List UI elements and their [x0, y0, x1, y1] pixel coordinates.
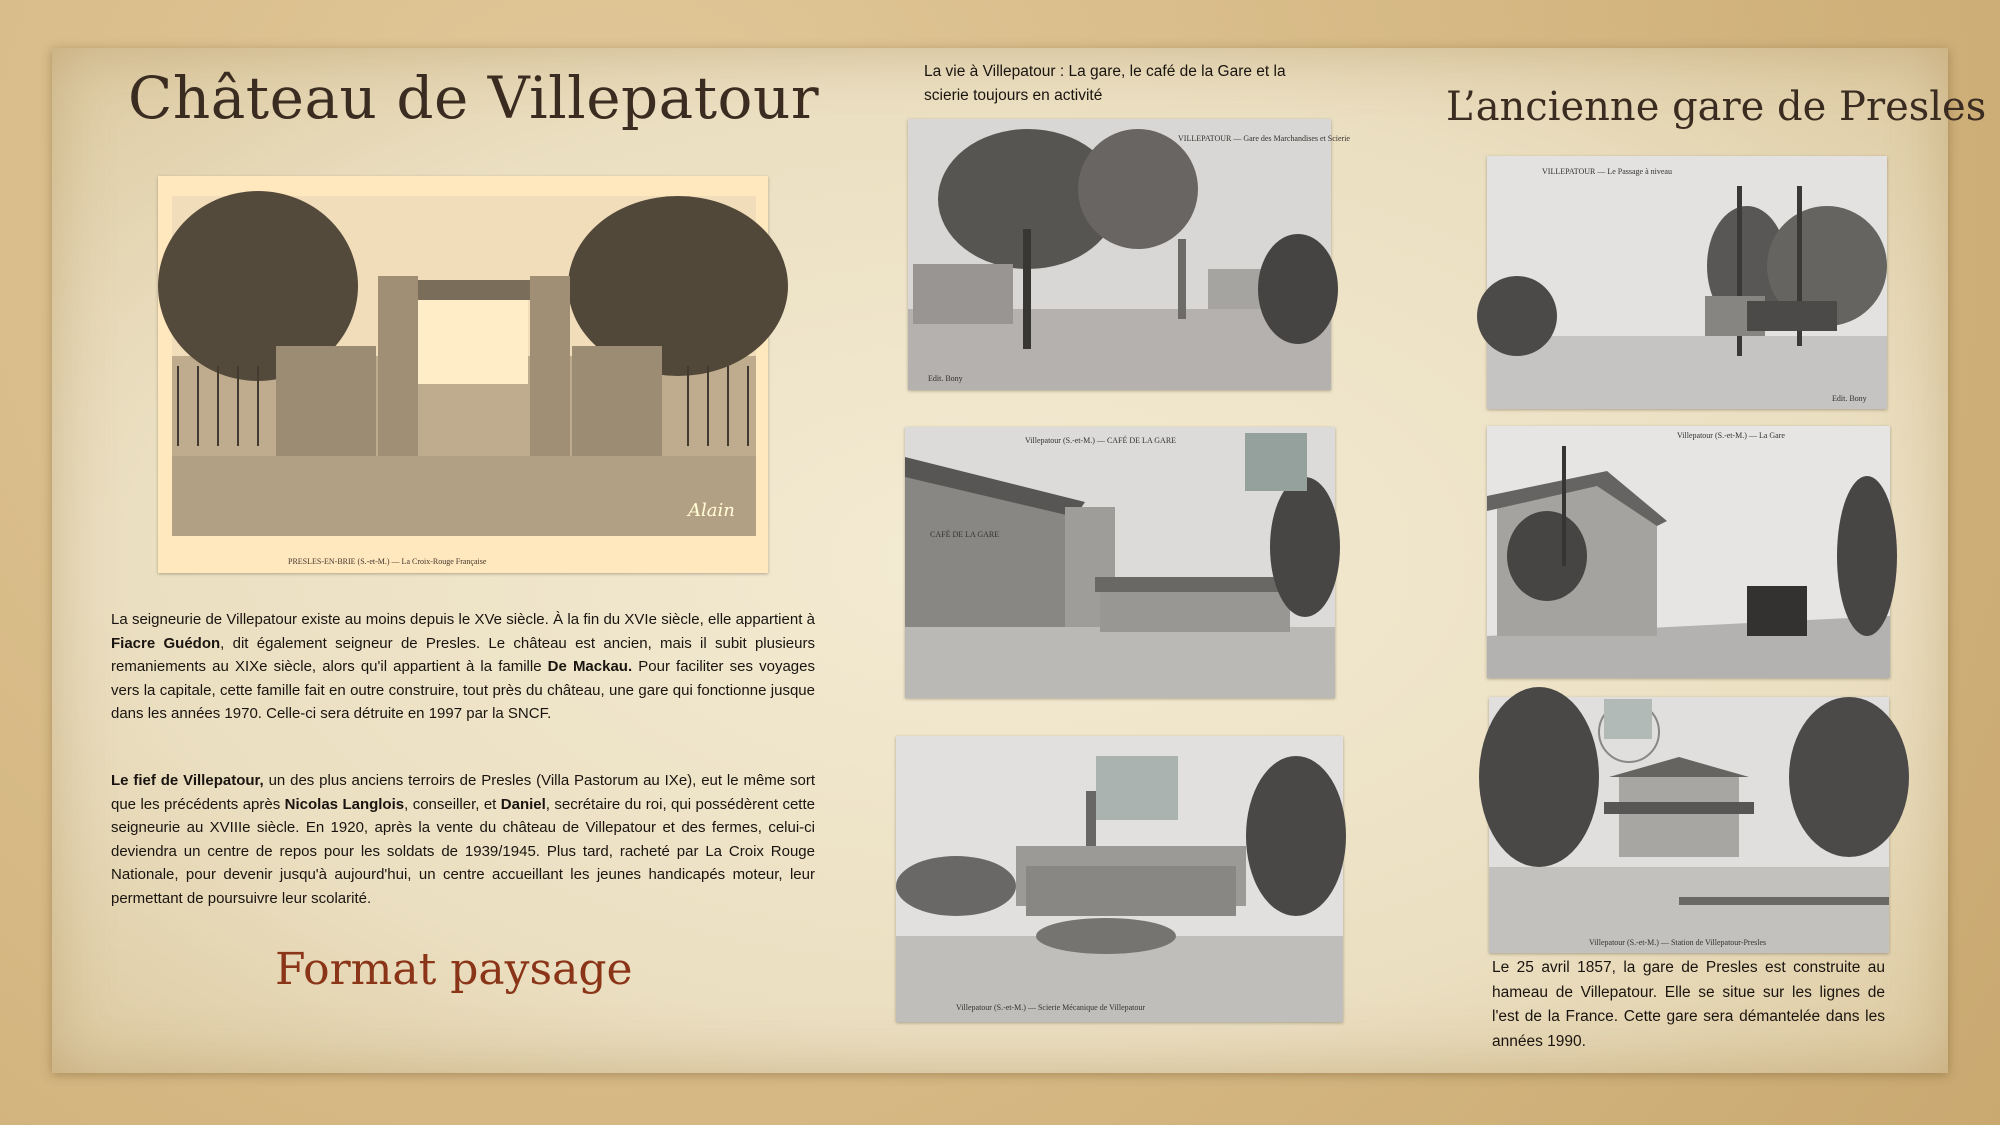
photo-cafe-gare [905, 427, 1335, 698]
p2-text-2: , conseiller, et [404, 795, 501, 813]
paragraph-fief [111, 769, 815, 910]
format-title: Format paysage [275, 944, 633, 995]
gare-title: L’ancienne gare de Presles [1446, 84, 1987, 130]
p2-bold-langlois: Nicolas Langlois [284, 795, 405, 813]
right1-caption: VILLEPATOUR — Le Passage à niveau [1542, 167, 1672, 176]
chateau-title: Château de Villepatour [128, 64, 820, 132]
p1-text-3: Pour faciliter ses voyages vers la capitale, cette famille fait en outre construire, tout près du château, une gare qui fonctionne jusque dans les années 1970. Celle-ci sera détruite en 1997 par la SNCF. [111, 658, 815, 722]
right2-caption: Villepatour (S.-et-M.) — La Gare [1677, 431, 1785, 440]
p1-bold-mackau: De Mackau. [547, 658, 633, 675]
photo-gare-scierie [908, 119, 1350, 390]
p2-bold-fief: Le fief de Villepatour, [111, 772, 264, 789]
p1-text-1: La seigneurie de Villepatour existe au moins depuis le XVe siècle. À la fin du XVIe siècle, elle appartient à [111, 611, 815, 628]
chateau-photo-caption: PRESLES-EN-BRIE (S.-et-M.) — La Croix-Rouge Française [288, 557, 487, 566]
p1-text-2: , dit également seigneur de Presles. Le château est ancien, mais il subit plusieurs remaniements au XIXe siècle, alors qu'il appartient à la famille [111, 634, 815, 675]
right3-caption: Villepatour (S.-et-M.) — Station de Villepatour-Presles [1589, 938, 1767, 947]
photo-chateau [158, 176, 768, 573]
mid1-editor: Edit. Bony [928, 374, 963, 383]
chateau-signature: Alain [688, 500, 735, 521]
mid2-caption: Villepatour (S.-et-M.) — CAFÉ DE LA GARE [1025, 436, 1177, 445]
top-caption: La vie à Villepatour : La gare, le café de la Gare et la scierie toujours en activité [924, 63, 1286, 104]
mid3-caption: Villepatour (S.-et-M.) — Scierie Mécanique de Villepatour [956, 1003, 1146, 1012]
photo-gare-train [1487, 426, 1890, 678]
mid2-sign: CAFÉ DE LA GARE [930, 530, 1000, 539]
p2-bold-daniel: Daniel [500, 795, 546, 813]
paragraph-gare: Le 25 avril 1857, la gare de Presles est construite au hameau de Villepatour. Elle se situe sur les lignes de l'est de la France. Cette gare sera démantelée dans les années 1990. [1492, 959, 1885, 1050]
paragraph-seigneurie [111, 608, 815, 726]
mid1-caption: VILLEPATOUR — Gare des Marchandises et Scierie [1178, 134, 1350, 143]
photo-scierie [896, 736, 1343, 1022]
p1-bold-guedon: Fiacre Guédon [111, 634, 221, 652]
photo-station [1489, 697, 1889, 953]
p2-text-1: un des plus anciens terroirs de Presles (Villa Pastorum au IXe), eut le même sort que les précédents après [111, 772, 815, 813]
p2-text-3: , secrétaire du roi, qui possédèrent cette seigneurie au XVIIIe siècle. En 1920, après la vente du château de Villepatour et des fermes, celui-ci deviendra un centre de repos pour les soldats de 1939/1945. Plus tard, racheté par La Croix Rouge Nationale, pour devenir jusqu'à aujourd'hui, un centre accueillant les jeunes handicapés moteur, leur permettant de poursuivre leur scolarité. [111, 795, 815, 907]
photo-passage-niveau [1487, 156, 1887, 409]
right1-editor: Edit. Bony [1832, 394, 1867, 403]
